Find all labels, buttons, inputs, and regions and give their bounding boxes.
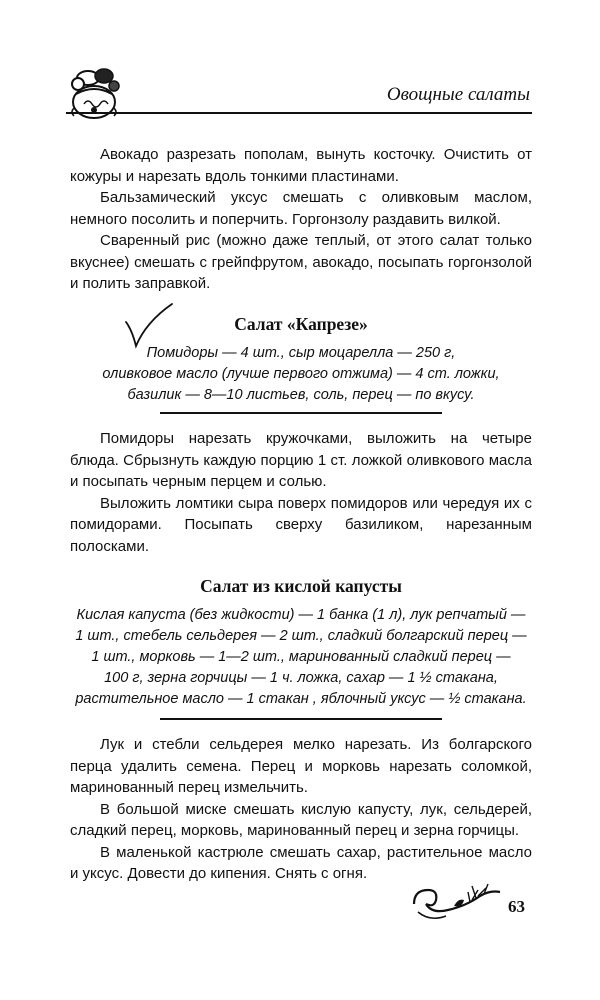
ingredients-line: растительное масло — 1 стакан , яблочный уксус — ½ стакана. [75,691,527,707]
ingredients-list [70,343,532,406]
ingredients-line: Помидоры — 4 шт., сыр моцарелла — 250 г, [146,345,456,361]
paragraph: Помидоры нарезать кружочками, выложить на четыре блюда. Сбрызнуть каждую порцию 1 ст. ложкой оливкового масла и посыпать черным перцем и солью. [70,430,532,490]
running-header-title: Овощные салаты [386,84,530,105]
paragraph: В большой миске смешать кислую капусту, лук, сельдерей, сладкий перец, морковь, маринованный перец и зерна горчицы. [70,800,532,839]
floral-ornament-icon [410,882,504,926]
recipe-steps [70,734,532,885]
paragraph: В маленькой кастрюле смешать сахар, растительное масло и уксус. Довести до кипения. Снять с огня. [70,843,532,882]
paragraph: Сваренный рис (можно даже теплый, от этого салат только вкуснее) смешать с грейпфрутом, авокадо, посыпать горгонзолой и полить заправкой. [70,232,532,292]
ingredients-line: Кислая капуста (без жидкости) — 1 банка (1 л), лук репчатый — [76,607,526,623]
recipe-sauerkraut [70,576,532,710]
ingredients-line: 1 шт., морковь — 1—2 шт., маринованный сладкий перец — [91,649,511,665]
page-number: 63 [508,897,525,916]
ingredients-separator [160,718,442,720]
recipe-steps [70,428,532,557]
header-rule [66,112,532,114]
pot-with-vegetables-icon [64,64,130,124]
recipe-title: Салат из кислой капусты [200,576,402,596]
intro-text [70,144,532,295]
paragraph: Лук и стебли сельдерея мелко нарезать. Из болгарского перца удалить семена. Перец и морковь нарезать соломкой, маринованный перец измельчить. [70,736,532,796]
ingredients-line: 100 г, зерна горчицы — 1 ч. ложка, сахар — 1 ½ стакана, [104,670,498,686]
ingredients-line: базилик — 8—10 листьев, соль, перец — по вкусу. [127,387,475,403]
paragraph: Авокадо разрезать пополам, вынуть косточку. Очистить от кожуры и нарезать вдоль тонкими пластинами. [70,146,532,185]
ingredients-list [70,605,532,710]
paragraph: Бальзамический уксус смешать с оливковым маслом, немного посолить и поперчить. Горгонзолу раздавить вилкой. [70,189,532,228]
paragraph: Выложить ломтики сыра поверх помидоров или чередуя их с помидорами. Посыпать сверху базиликом, нарезанным полосками. [70,494,532,555]
ingredients-line: 1 шт., стебель сельдерея — 2 шт., сладкий болгарский перец — [75,628,527,644]
ingredients-line: оливковое масло (лучше первого отжима) — 4 ст. ложки, [102,366,500,382]
recipe-caprese [70,314,532,406]
recipe-title: Салат «Капрезе» [234,314,368,334]
ingredients-separator [160,412,442,414]
